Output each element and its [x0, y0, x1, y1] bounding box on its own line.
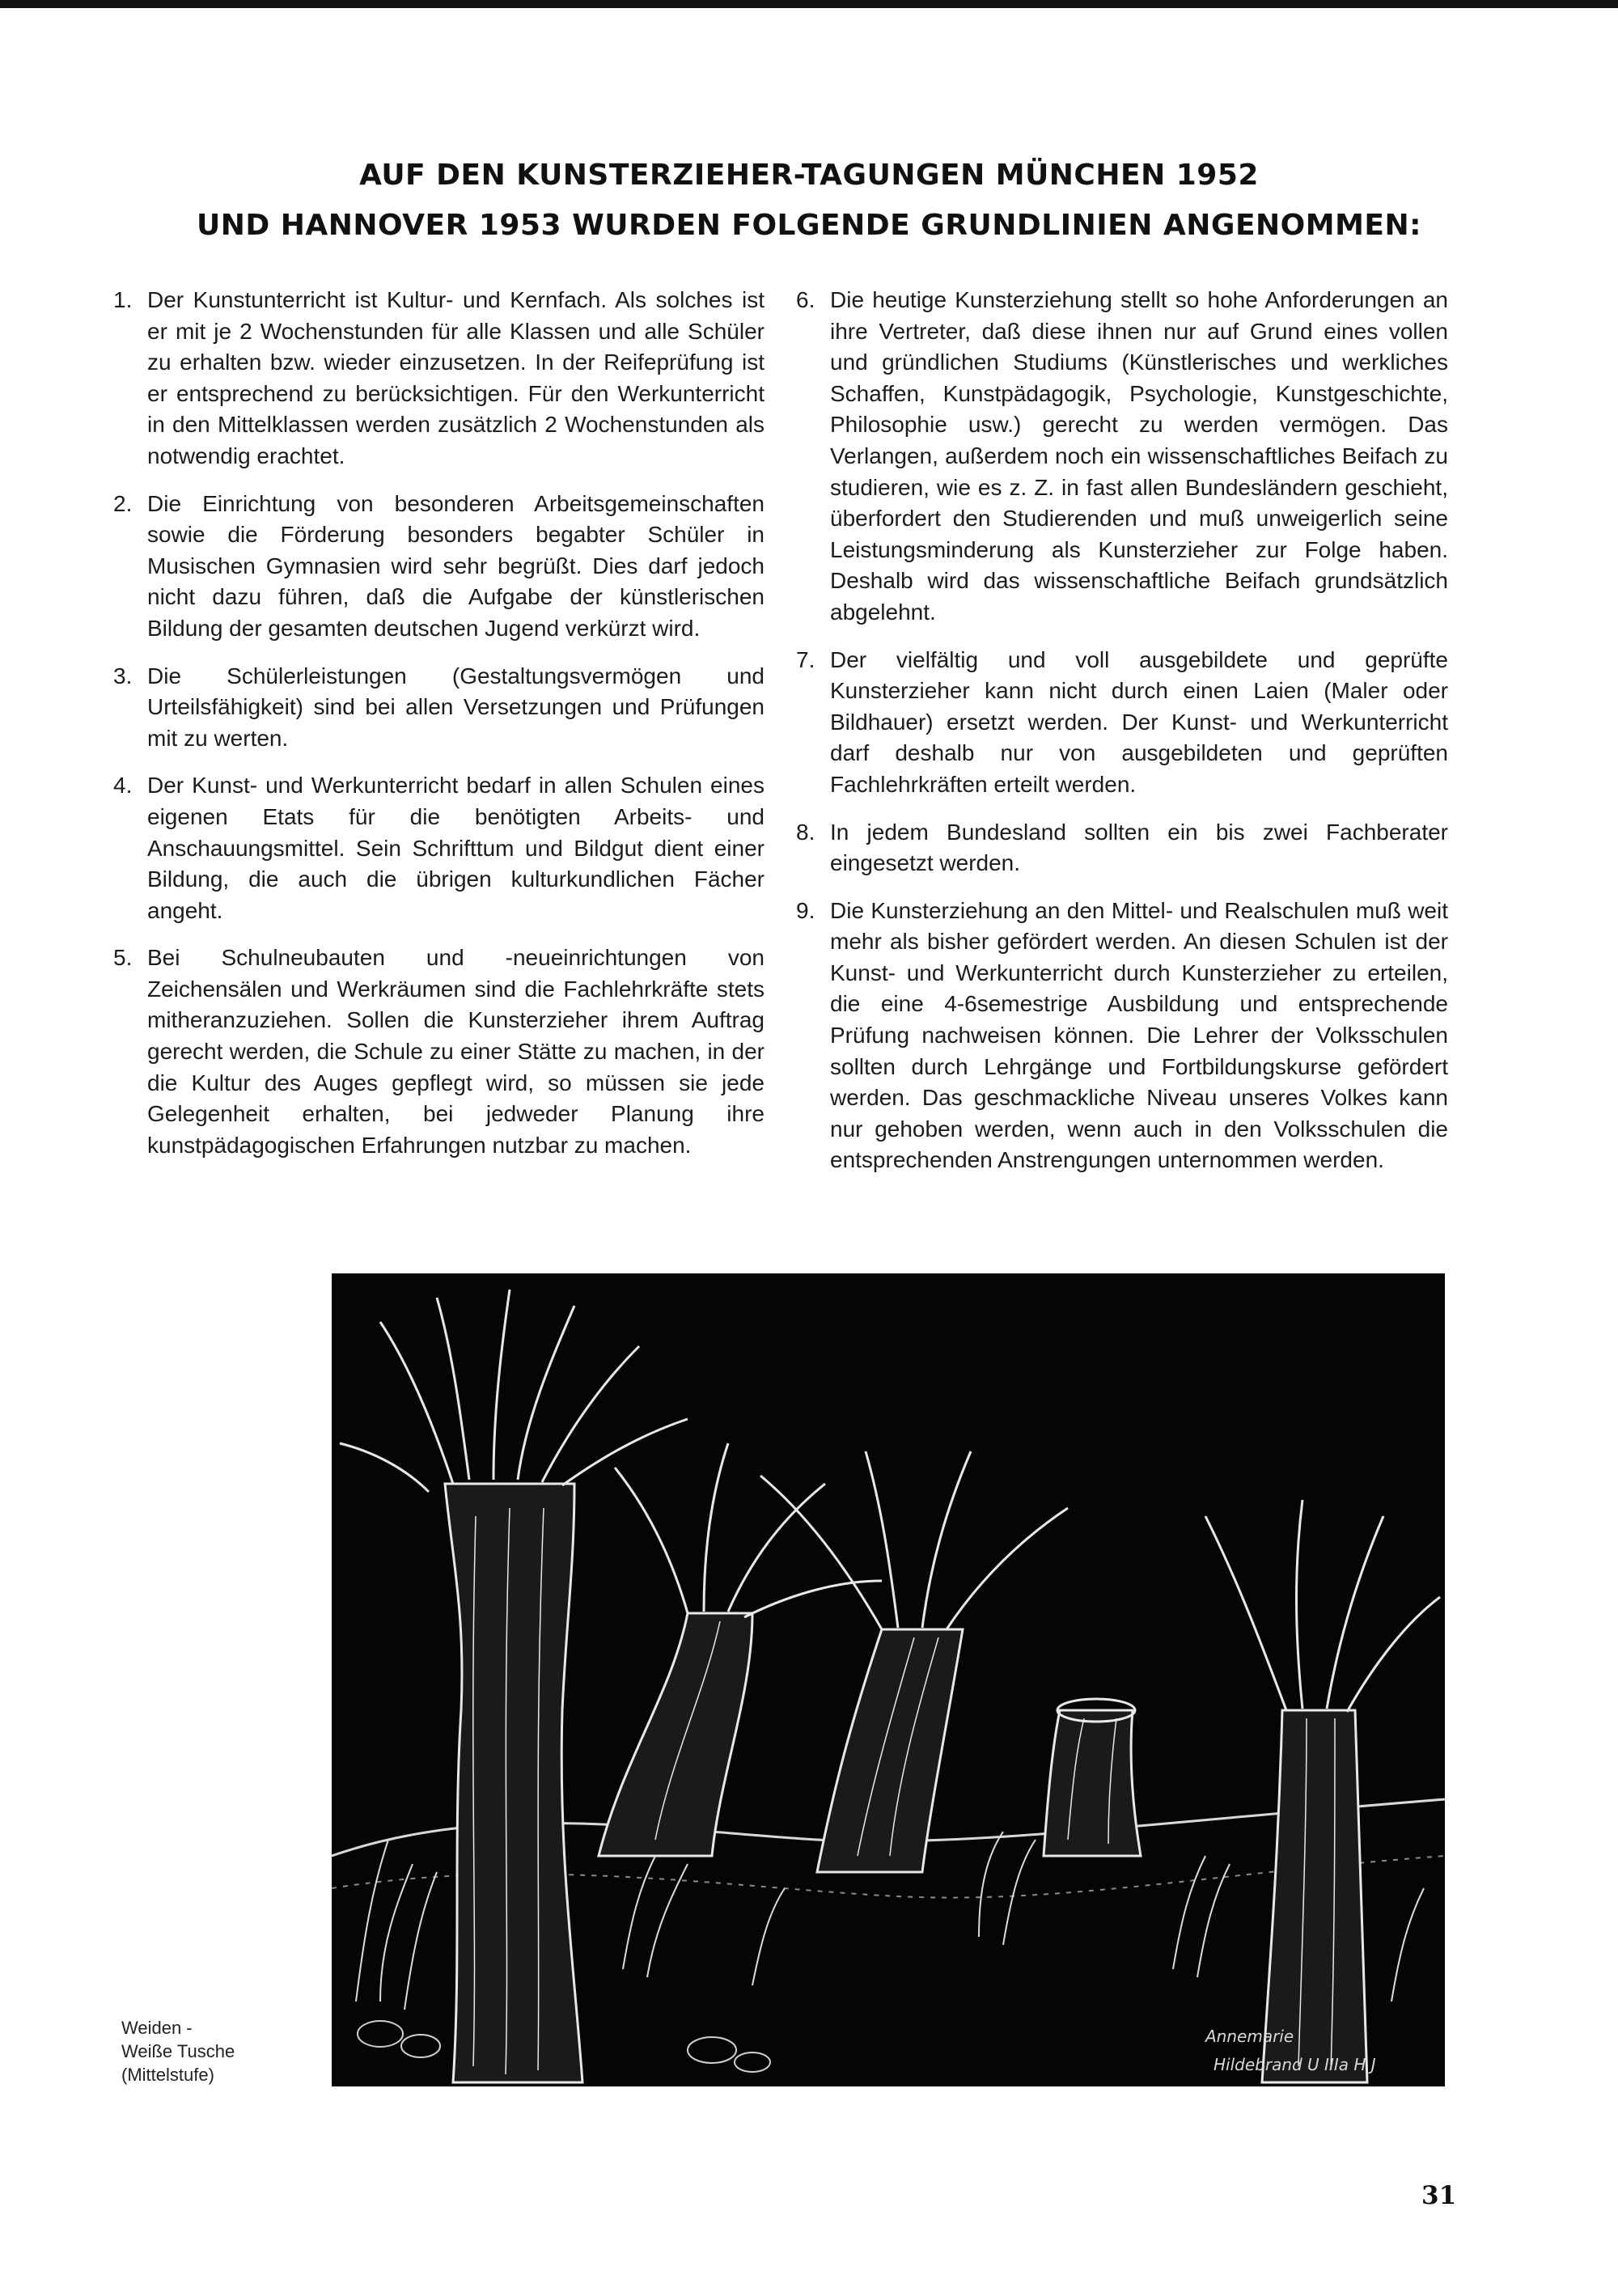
- list-item: [796, 896, 1448, 1176]
- top-rule: [0, 0, 1618, 8]
- caption-line-2: Weiße Tusche: [121, 2041, 235, 2061]
- willow-drawing: [332, 1273, 1445, 2086]
- item-text: In jedem Bundesland sollten ein bis zwei Fachberater eingesetzt werden.: [830, 819, 1448, 876]
- item-text: Die heutige Kunsterziehung stellt so hohe Anforderungen an ihre Vertreter, daß diese ihnen nur auf Grund eines vollen und gründlichen Studiums (Künstlerisches und werkliches Schaffen, Kunstpädagogik, Psychologie, Kunstgeschichte, Philosophie usw.) gerecht zu werden vermögen. Das Verlangen, außerdem noch ein wissenschaftliches Beifach zu studieren, wie es z. Z. in fast allen Bundesländern geschieht, überfordert den Studierenden und muß unweigerlich seine Leistungsminderung als Kunsterzieher zur Folge haben. Deshalb wird das wissenschaftliche Beifach grundsätzlich abgelehnt.: [830, 287, 1448, 625]
- item-text: Der vielfältig und voll ausgebildete und geprüfte Kunsterzieher kann nicht durch einen Laien (Maler oder Bildhauer) ersetzt werden. Der Kunst- und Werkunterricht darf deshalb nur von ausgebildeten und geprüften Fachlehrkräften erteilt werden.: [830, 646, 1448, 797]
- item-text: Der Kunst- und Werkunterricht bedarf in allen Schulen eines eigenen Etats für die benötigten Arbeits- und Anschauungsmittel. Sein Schrifttum und Bildgut dient einer Bildung, die auch die übrigen kulturkundlichen Fächer angeht.: [147, 773, 765, 923]
- item-text: Die Einrichtung von besonderen Arbeitsgemeinschaften sowie die Förderung besonders begabter Schüler in Musischen Gymnasien wird sehr begrüßt. Dies darf jedoch nicht dazu führen, daß die Aufgabe der künstlerischen Bildung der gesamten deutschen Jugend verkürzt wird.: [147, 490, 765, 641]
- page-number: 31: [1421, 2181, 1457, 2210]
- item-number: 4.: [113, 773, 133, 799]
- caption-line-1: Weiden -: [121, 2018, 193, 2038]
- left-column: [113, 285, 765, 1177]
- tree-stump: [1044, 1699, 1141, 1856]
- willow-illustration: [332, 1273, 1445, 2086]
- item-number: 6.: [796, 287, 815, 312]
- signature-line-1: Annemarie: [1205, 2027, 1294, 2046]
- item-text: Bei Schulneubauten und -neueinrichtungen von Zeichensälen und Werkräumen sind die Fachlehrkräfte stets mitheranzuziehen. Sollen die Kunsterzieher ihrem Auftrag gerecht werden, die Schule zu einer Stätte zu machen, in der die Kultur des Auges gepflegt wird, so müssen sie jede Gelegenheit erhalten, bei jedweder Planung ihre kunstpädagogischen Erfahrungen nutzbar zu machen.: [147, 945, 765, 1158]
- figure-caption: [121, 2016, 235, 2086]
- heading-line-1: AUF DEN KUNSTERZIEHER-TAGUNGEN MÜNCHEN 1952: [359, 159, 1259, 192]
- list-item: [796, 285, 1448, 629]
- item-number: 7.: [796, 646, 815, 672]
- list-item: [796, 817, 1448, 879]
- item-text: Die Kunsterziehung an den Mittel- und Realschulen muß weit mehr als bisher gefördert werden. An diesen Schulen ist der Kunst- und Werkunterricht durch Kunsterzieher zu erteilen, die eine 4-6semestrige Ausbildung und entsprechende Prüfung nachweisen können. Die Lehrer der Volksschulen sollten durch Lehrgänge und Fortbildungskurse gefördert werden. Das geschmackliche Niveau unseres Volkes kann nur gehoben werden, wenn auch in den Volksschulen die entsprechenden Anstrengungen unternommen werden.: [830, 897, 1448, 1173]
- item-number: 8.: [796, 819, 815, 845]
- signature-line-2: Hildebrand U IIIa H J: [1214, 2055, 1376, 2074]
- item-number: 9.: [796, 897, 815, 923]
- item-number: 5.: [113, 945, 133, 971]
- list-item: [113, 285, 765, 472]
- heading-line-2: UND HANNOVER 1953 WURDEN FOLGENDE GRUNDLINIEN ANGENOMMEN:: [196, 209, 1422, 242]
- list-item: [796, 645, 1448, 801]
- item-number: 2.: [113, 490, 133, 516]
- page-heading: [0, 150, 1618, 251]
- item-text: Die Schülerleistungen (Gestaltungsvermögen und Urteilsfähigkeit) sind bei allen Versetzungen und Prüfungen mit zu werten.: [147, 663, 765, 751]
- list-item: [113, 943, 765, 1161]
- list-item: [113, 489, 765, 645]
- list-item: [113, 770, 765, 926]
- item-text: Der Kunstunterricht ist Kultur- und Kernfach. Als solches ist er mit je 2 Wochenstunden für alle Klassen und alle Schüler zu erhalten bzw. wieder einzusetzen. In der Reifeprüfung ist er entsprechend zu berücksichtigen. Für den Werkunterricht in den Mittelklassen werden zusätzlich 2 Wochenstunden als notwendig erachtet.: [147, 287, 765, 468]
- list-item: [113, 661, 765, 755]
- caption-line-3: (Mittelstufe): [121, 2065, 214, 2085]
- right-column: [796, 285, 1448, 1192]
- item-number: 1.: [113, 287, 133, 312]
- item-number: 3.: [113, 663, 133, 688]
